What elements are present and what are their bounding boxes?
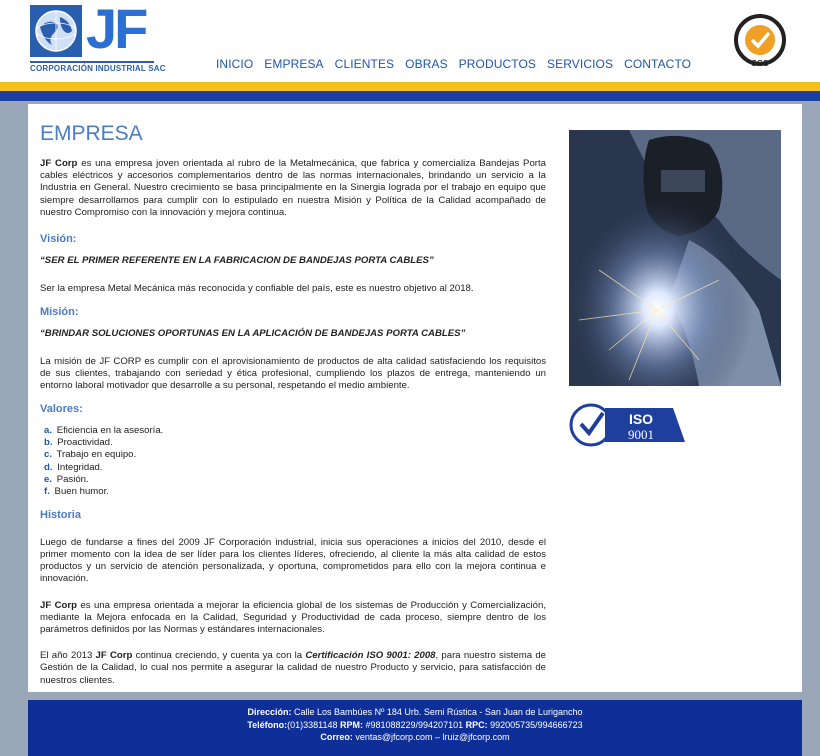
nav-clientes[interactable]: CLIENTES [334,57,395,71]
valores-list [44,425,546,499]
historia-heading: Historia [40,508,81,521]
welder-photo [569,130,781,386]
list-text: Eficiencia en la asesoría. [56,424,164,436]
historia-paragraph-1: Luego de fundarse a fines del 2009 JF Corporación industrial, inicia sus operaciones a inicios del 2010, desde el primer momento con la idea de ser líder para los clientes líderes, ofreciendo, al cliente la más alta calidad de estos productos y un servicio de atención personalizada, y oportuna, comprometidos para ello con la mejora continua e innovación. [40,536,546,585]
historia-paragraph-3 [40,650,546,687]
list-item [44,462,546,474]
footer-correo-label: Correo: [320,732,353,742]
intro-brand: JF Corp [40,158,78,169]
main-nav [216,57,702,71]
historia-brand-2: JF Corp [95,650,133,662]
list-text: Buen humor. [54,486,109,498]
list-letter: c. [44,449,53,461]
nav-productos[interactable]: PRODUCTOS [458,57,537,71]
footer-rpc-value: 992005735/994666723 [487,719,583,730]
historia-brand: JF Corp [40,599,77,611]
footer-telefono-value: (01)3381148 [287,719,340,730]
footer-correo [28,731,802,744]
historia-text-2: es una empresa orientada a mejorar la eficiencia global de los sistemas de Producción y Comercialización, mediante la Mejora enfocada en la Calidad, Seguridad y Productividad de cada proceso, siempre dentro de los parámetros definidos por las Normas y estándares internacionales. [40,599,546,636]
footer [28,700,802,756]
iso-certification-text: Certificación ISO 9001: 2008 [305,650,436,662]
logo-subtitle: CORPORACIÓN INDUSTRIAL SAC [30,61,154,73]
header-band-blue [0,91,820,101]
list-item [44,449,546,461]
list-text: Trabajo en equipo. [56,449,137,461]
nav-empresa[interactable]: EMPRESA [264,57,324,71]
historia-text-3c: , para nuestro sistema de Gestión de la Calidad, lo cual nos permite a asegurar la calidad de nuestro Producto y servicio, para satisfacción de nuestros clientes. [40,650,546,686]
mision-text: La misión de JF CORP es cumplir con el aprovisionamiento de productos de alta calidad satisfaciendo los requisitos de sus clientes, trabajando con seriedad y ética profesional, cumpliendo los plazos de entrega, manteniendo un entorno laboral motivador que desarrolle a su personal, respetando el medio ambiente. [40,356,546,392]
footer-rpm-value: #981088229/994207101 [362,719,466,730]
list-item [44,437,546,449]
footer-rpc-label: RPC: [465,719,488,730]
footer-telefono-label: Teléfono: [247,719,288,730]
nav-servicios[interactable]: SERVICIOS [547,57,614,71]
footer-rpm-label: RPM: [339,719,363,730]
footer-telefono [28,719,802,732]
vision-quote: “SER EL PRIMER REFERENTE EN LA FABRICACION DE BANDEJAS PORTA CABLES” [40,255,434,267]
sgs-certification-badge-icon [732,14,788,70]
list-item [44,425,546,437]
iso-9001-logo [569,400,689,450]
logo-text: JF [86,0,146,60]
list-text: Pasión. [56,474,89,486]
iso-label-bottom: 9001 [628,427,654,442]
nav-obras[interactable]: OBRAS [405,57,448,71]
mision-quote: “BRINDAR SOLUCIONES OPORTUNAS EN LA APLICACIÓN DE BANDEJAS PORTA CABLES” [40,327,466,339]
sgs-label: SGS [751,59,769,68]
historia-text-3a: El año 2013 [40,650,96,662]
vision-heading: Visión: [40,233,77,246]
footer-direccion [28,706,802,719]
historia-text-3b: continua creciendo, y cuenta ya con la [132,650,306,662]
historia-paragraph-2 [40,600,546,637]
intro-paragraph [40,158,546,219]
main-text [40,122,546,687]
footer-direccion-label: Dirección: [247,707,292,717]
iso-label-top: ISO [628,411,654,427]
list-letter: e. [44,474,53,486]
footer-direccion-value: Calle Los Bambúes Nº 184 Urb. Semi Rústica - San Juan de Lurigancho [291,707,583,717]
list-text: Integridad. [57,461,103,473]
intro-text: es una empresa joven orientada al rubro de la Metalmecánica, que fabrica y comercializa Bandejas Porta cables eléctricos y accesorios complementarios dentro de las normas internacionales, brindando un servicio a la Industria en General. Nuestro crecimiento se basa principalmente en la Sinergia lograda por el trabajo en equipo que siempre desarrollamos para cumplir con lo estipulado en nuestra Misión y Política de la Calidad acompañado de nuestro Compromiso con la innovación y mejora continua. [40,158,546,218]
list-item [44,474,546,486]
footer-correo-value[interactable]: ventas@jfcorp.com – lruiz@jfcorp.com [352,732,510,742]
nav-contacto[interactable]: CONTACTO [624,57,692,71]
list-letter: b. [44,437,53,449]
content-panel [28,104,802,692]
nav-inicio[interactable]: INICIO [216,57,254,71]
list-letter: d. [44,461,53,473]
globe-icon [30,5,82,57]
company-logo[interactable] [30,0,166,73]
valores-heading: Valores: [40,402,83,415]
list-letter: f. [44,486,50,498]
mision-heading: Misión: [40,305,79,318]
list-item [44,486,546,498]
list-text: Proactividad. [57,437,113,449]
header [0,0,820,82]
header-band-yellow [0,82,820,91]
list-letter: a. [44,424,53,436]
vision-text: Ser la empresa Metal Mecánica más reconocida y confiable del país, este es nuestro objetivo al 2018. [40,283,474,295]
page-title: EMPRESA [40,122,143,145]
